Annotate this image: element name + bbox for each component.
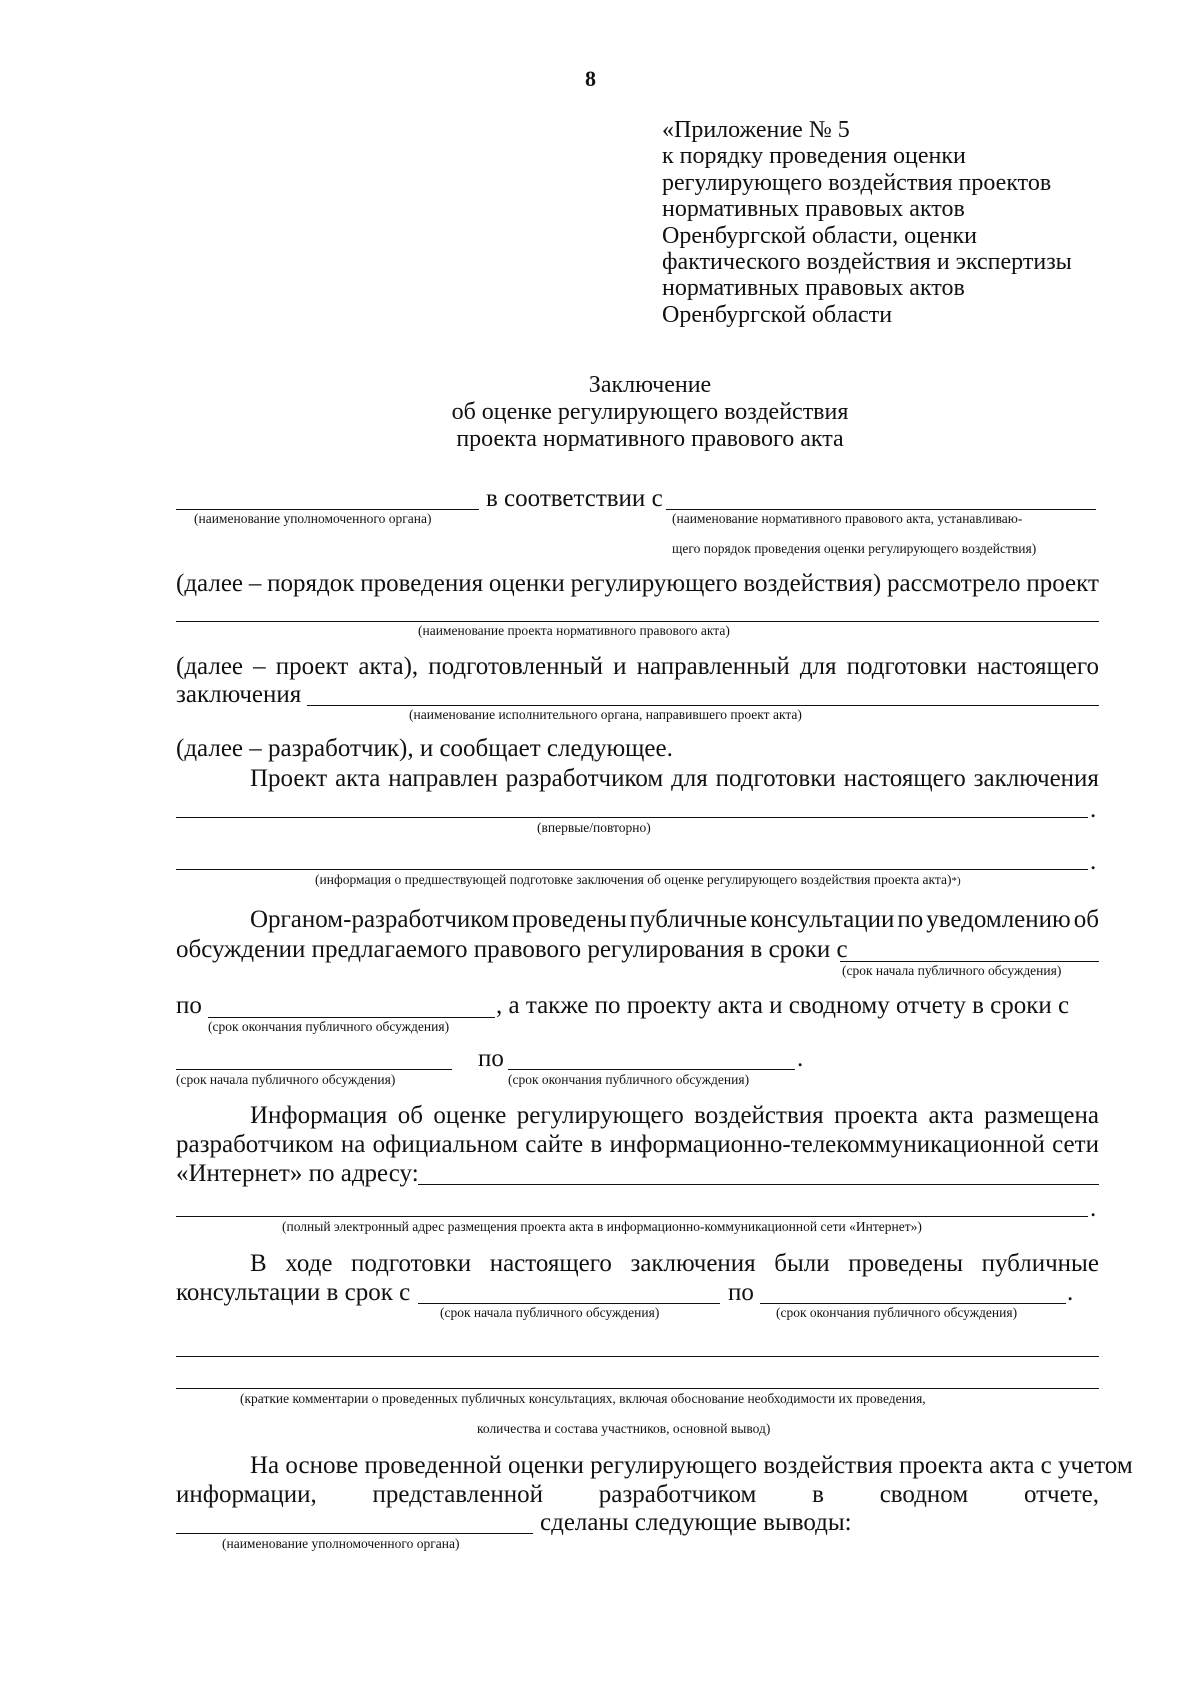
word: Информация: [250, 1102, 388, 1129]
word: в: [590, 1131, 603, 1158]
word: отчете,: [1023, 1481, 1099, 1508]
blank-address-2: [176, 1216, 1088, 1217]
word: настоящего: [976, 653, 1099, 680]
text-conclusion-word: заключения: [176, 681, 302, 708]
caption-end-2: (срок окончания публичного обсуждения): [508, 1072, 750, 1087]
word: публичные: [981, 1250, 1099, 1277]
caption-start-2: (срок начала публичного обсуждения): [176, 1072, 396, 1087]
word: разработчиком: [176, 1131, 334, 1158]
document-title: [350, 372, 950, 453]
text-po: по: [728, 1279, 754, 1306]
word: информации,: [176, 1481, 317, 1508]
word: публичные: [629, 906, 748, 933]
blank-start-3: [418, 1303, 720, 1304]
in-accordance-text: в соответствии с: [486, 485, 663, 512]
caption-first-repeat: (впервые/повторно): [537, 820, 651, 835]
word: проект: [275, 653, 349, 680]
appendix-line: Оренбургской области, оценки: [662, 222, 977, 249]
text-hereinafter-order: [176, 570, 1099, 598]
word: заключения: [630, 1250, 756, 1277]
appendix-line: Оренбургской области: [662, 301, 893, 328]
period: .: [1090, 796, 1097, 823]
word: проведения: [360, 570, 484, 597]
blank-act-name: [666, 509, 1096, 510]
text-organ-developer: [250, 906, 1099, 934]
word: –: [248, 570, 262, 597]
word: направленный: [636, 653, 790, 680]
word: регулирующего: [570, 570, 738, 597]
caption-start-3: (срок начала публичного обсуждения): [440, 1305, 660, 1320]
word: –: [253, 653, 266, 680]
text-basis-line-2: [176, 1481, 1099, 1509]
word: направлен: [388, 765, 498, 792]
text-po: по: [478, 1045, 504, 1072]
word: разработчиком: [598, 1481, 757, 1508]
blank-previous-info: [176, 869, 1088, 870]
word: акта: [335, 765, 381, 792]
caption-comments-1: (краткие комментарии о проведенных публичных консультациях, включая обоснование необходимости их проведения,: [240, 1391, 926, 1406]
word: воздействия): [743, 570, 882, 597]
word: акта: [928, 1102, 974, 1129]
caption-start-1: (срок начала публичного обсуждения): [842, 963, 1062, 978]
word: проведены: [511, 906, 627, 933]
word: по: [897, 906, 924, 933]
caption-act-name: (наименование нормативного правового акта, устанавливаю-: [672, 511, 1023, 526]
word: об: [1073, 906, 1099, 933]
text-during-preparation: [250, 1250, 1099, 1278]
word: сводном: [879, 1481, 969, 1508]
word: подготовки: [351, 1250, 472, 1277]
caption-previous-info: [315, 872, 961, 889]
blank-comments-1: [176, 1356, 1099, 1357]
period: .: [797, 1045, 804, 1072]
appendix-line: к порядку проведения оценки: [662, 143, 966, 170]
text-po: по: [176, 992, 202, 1019]
word: акта),: [358, 653, 419, 680]
blank-start-1: [840, 961, 1099, 962]
word: регулирующего: [516, 1102, 684, 1129]
caption-authorized-body: (наименование уполномоченного органа): [194, 511, 432, 526]
word: подготовки: [846, 653, 967, 680]
word: подготовленный: [428, 653, 604, 680]
word: Органом-разработчиком: [250, 906, 510, 933]
word: представленной: [372, 1481, 543, 1508]
word: в: [812, 1481, 824, 1508]
word: и: [613, 653, 627, 680]
word: оценки: [488, 570, 565, 597]
blank-executive-body: [307, 705, 1099, 706]
text-project-sent: [250, 765, 1099, 793]
text-conclusions-made: сделаны следующие выводы:: [540, 1509, 852, 1536]
text-basis-line-1: На основе проведенной оценки регулирующего воздействия проекта акта с учетом: [250, 1452, 1133, 1479]
caption-authorized-body-2: (наименование уполномоченного органа): [222, 1536, 460, 1551]
word: сайте: [525, 1131, 584, 1158]
appendix-line: фактического воздействия и экспертизы: [662, 249, 1072, 276]
period: .: [1090, 1195, 1097, 1222]
word: воздействия: [694, 1102, 824, 1129]
word: оценке: [433, 1102, 507, 1129]
text-info-line-1: [250, 1102, 1099, 1130]
word: заключения: [973, 765, 1099, 792]
word: уведомлению: [926, 906, 1071, 933]
appendix-line: регулирующего воздействия проектов: [662, 169, 1052, 196]
blank-authorized-body: [176, 509, 479, 510]
text-developer: (далее – разработчик), и сообщает следующее.: [176, 735, 673, 762]
blank-authorized-body-2: [176, 1533, 533, 1534]
word: для: [799, 653, 837, 680]
word: ходе: [285, 1250, 333, 1277]
word: проекта: [834, 1102, 919, 1129]
word: порядок: [267, 570, 355, 597]
word: информационно-телекоммуникационной: [609, 1131, 1045, 1158]
word: консультации: [750, 906, 895, 933]
blank-address-1: [418, 1184, 1099, 1185]
word: об: [397, 1102, 423, 1129]
word: настоящего: [489, 1250, 612, 1277]
caption-end-3: (срок окончания публичного обсуждения): [776, 1305, 1018, 1320]
word: подготовки: [715, 765, 836, 792]
word: В: [250, 1250, 267, 1277]
word: для: [671, 765, 708, 792]
word: проведены: [848, 1250, 964, 1277]
word: на: [340, 1131, 366, 1158]
period: .: [1067, 1279, 1074, 1306]
caption-project-name: (наименование проекта нормативного правового акта): [418, 623, 730, 638]
blank-end-1: [208, 1017, 495, 1018]
caption-end-1: (срок окончания публичного обсуждения): [208, 1019, 450, 1034]
text-hereinafter-project: [176, 653, 1099, 681]
caption-act-name-cont: щего порядок проведения оценки регулирующего воздействия): [672, 541, 1037, 556]
caption-executive-body: (наименование исполнительного органа, направившего проект акта): [409, 707, 802, 722]
blank-project-name: [176, 621, 1099, 622]
caption-comments-2: количества и состава участников, основной вывод): [477, 1421, 771, 1436]
text-consult-term: консультации в срок с: [176, 1279, 411, 1306]
period: .: [1090, 848, 1097, 875]
word: настоящего: [843, 765, 966, 792]
word: Проект: [250, 765, 328, 792]
appendix-line: «Приложение № 5: [662, 117, 850, 143]
title-line: об оценке регулирующего воздействия: [451, 399, 849, 425]
blank-end-3: [760, 1303, 1066, 1304]
text-also-project: , а также по проекту акта и сводному отчету в сроки с: [496, 992, 1070, 1019]
word: проект: [1026, 570, 1099, 597]
word: рассмотрело: [886, 570, 1021, 597]
blank-first-repeat: [176, 817, 1088, 818]
appendix-line: нормативных правовых актов: [662, 196, 965, 223]
word: (далее: [176, 570, 244, 597]
word: сети: [1052, 1131, 1099, 1158]
footnote-mark: *): [951, 875, 961, 887]
text-discussion-term: обсуждении предлагаемого правового регулирования в сроки с: [176, 936, 848, 963]
appendix-line: нормативных правовых актов: [662, 275, 965, 302]
page-number: 8: [585, 66, 596, 91]
text-info-line-2: [176, 1131, 1099, 1159]
word: разработчиком: [505, 765, 664, 792]
title-line: проекта нормативного правового акта: [456, 426, 844, 452]
blank-comments-2: [176, 1388, 1099, 1389]
blank-start-2: [176, 1069, 452, 1070]
text-info-line-3: «Интернет» по адресу:: [176, 1160, 419, 1187]
word: были: [774, 1250, 830, 1277]
blank-end-2: [508, 1069, 795, 1070]
caption-address: (полный электронный адрес размещения проекта акта в информационно-коммуникационной сети «Интернет»): [282, 1219, 922, 1234]
appendix-block: [662, 117, 1072, 328]
word: (далее: [176, 653, 244, 680]
word: размещена: [984, 1102, 1099, 1129]
title-line: Заключение: [588, 372, 712, 398]
word: официальном: [372, 1131, 518, 1158]
caption-text: (информация о предшествующей подготовке заключения об оценке регулирующего воздействия проекта акта): [315, 872, 952, 887]
